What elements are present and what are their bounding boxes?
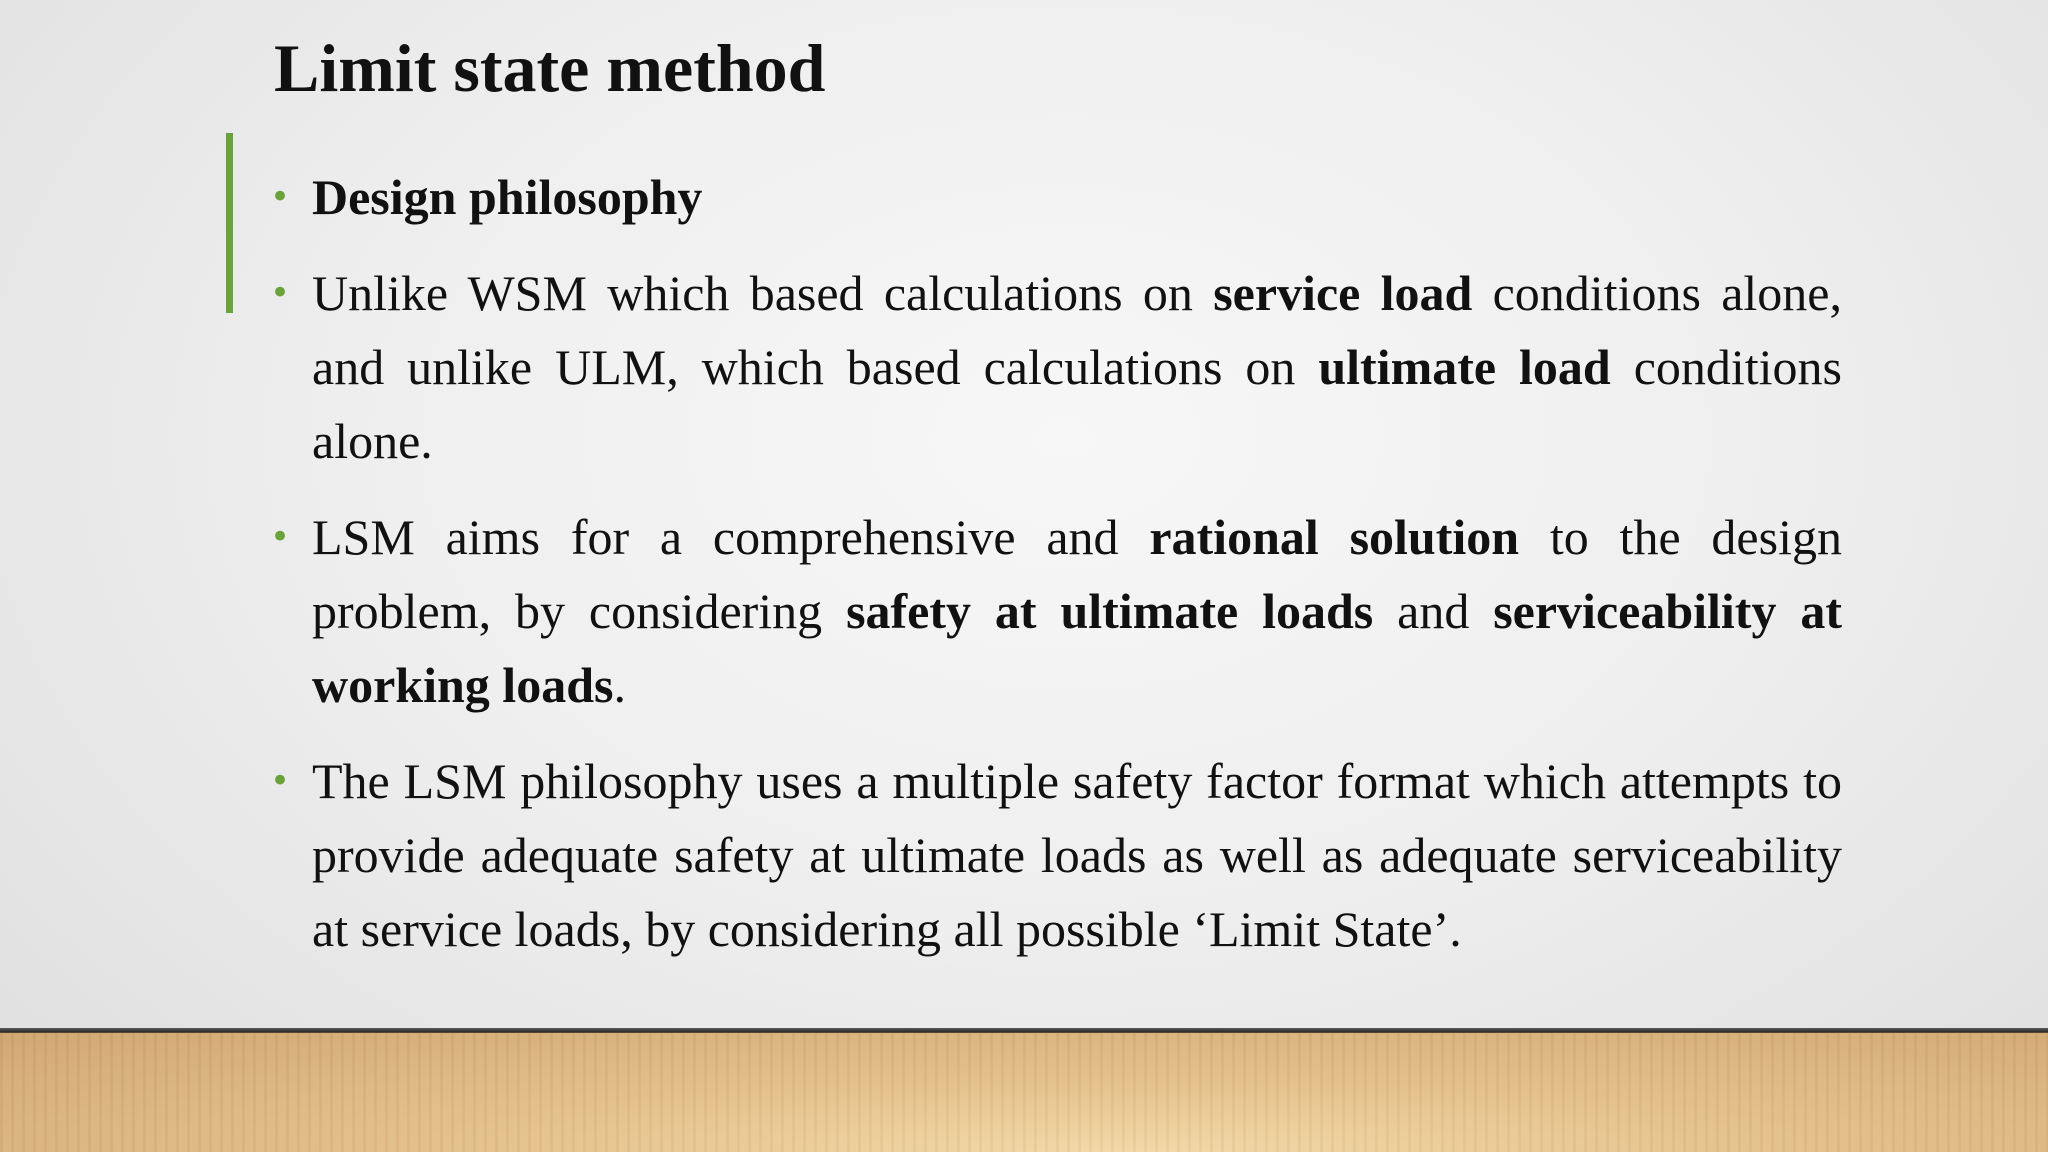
bullet-emphasis: rational solution — [1149, 509, 1520, 565]
bullet-text: conditions alone. — [312, 339, 1843, 469]
bullet-list — [270, 160, 1842, 988]
accent-bar — [226, 133, 233, 313]
bullet-icon: • — [270, 761, 291, 801]
bullet-text: Unlike WSM which based calculations on — [312, 265, 1214, 321]
bullet-item-wsm-ulm — [270, 256, 1842, 478]
bullet-heading: Design philosophy — [312, 169, 703, 225]
bullet-text: The LSM philosophy uses a multiple safety factor format which attempts to provide adequate safety at ultimate loads as well as adequate serviceability at service loads, by considering all possible ‘Limit State’. — [312, 753, 1842, 957]
bullet-emphasis: service load — [1213, 265, 1473, 321]
bullet-emphasis: serviceability at working loads — [312, 583, 1842, 713]
wood-floor-background — [0, 1033, 2048, 1152]
bullet-emphasis: safety at ultimate loads — [846, 583, 1374, 639]
bullet-item-lsm-aims — [270, 500, 1842, 722]
bullet-icon: • — [270, 273, 291, 313]
bullet-text: . — [613, 657, 626, 713]
bullet-emphasis: ultimate load — [1318, 339, 1611, 395]
bullet-text: and — [1373, 583, 1494, 639]
bullet-text: LSM aims for a comprehensive and — [312, 509, 1150, 565]
bullet-text: conditions alone, and unlike ULM, which based calculations on — [312, 265, 1842, 395]
bullet-item-lsm-philosophy — [270, 744, 1842, 966]
bullet-icon: • — [270, 177, 291, 217]
bullet-icon: • — [270, 517, 291, 557]
bullet-text: to the design problem, by considering — [312, 509, 1842, 639]
slide-title: Limit state method — [274, 30, 826, 106]
bullet-item-design-philosophy — [270, 160, 1842, 234]
